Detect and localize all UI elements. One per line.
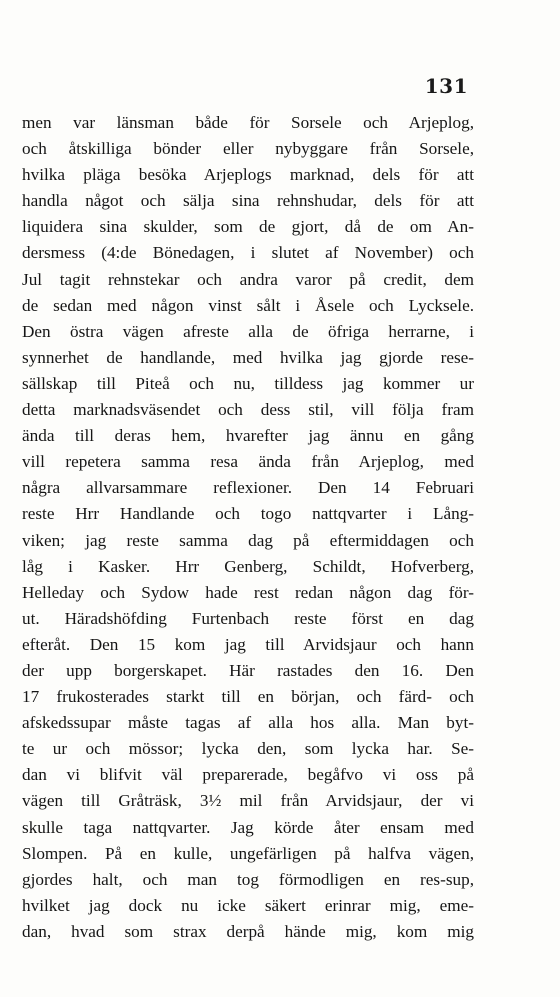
text-line: reste Hrr Handlande och togo nattqvarter i Lång- (22, 504, 474, 524)
text-line: efteråt. Den 15 kom jag till Arvidsjaur och hann (22, 634, 474, 654)
text-line: och åtskilliga bönder eller nybyggare från Sorsele, (22, 139, 474, 159)
text-line: dersmess (4:de Bönedagen, i slutet af November) och (22, 243, 474, 263)
text-line: men var länsman både för Sorsele och Arjeplog, (22, 113, 474, 132)
text-line: ända till deras hem, hvarefter jag ännu en gång (22, 426, 474, 446)
text-line: Slompen. På en kulle, ungefärligen på halfva vägen, (22, 843, 474, 863)
text-line: viken; jag reste samma dag på eftermiddagen och (22, 530, 474, 550)
text-line: sällskap till Piteå och nu, tilldess jag kommer ur (22, 373, 474, 393)
text-line: skulle taga nattqvarter. Jag körde åter ensam med (22, 817, 474, 837)
text-line: 17 frukosterades starkt till en början, och färd- och (22, 687, 474, 707)
text-line: liquidera sina skulder, som de gjort, då de om An- (22, 217, 474, 237)
text-line: Jul tagit rehnstekar och andra varor på credit, dem (22, 269, 474, 289)
text-line: Den östra vägen afreste alla de öfriga herrarne, i (22, 321, 474, 341)
text-line: detta marknadsväsendet och dess stil, vill följa fram (22, 400, 474, 420)
text-line: vill repetera samma resa ända från Arjeplog, med (22, 452, 474, 472)
body-text (22, 110, 474, 945)
page-number: 131 (424, 74, 468, 98)
text-line: låg i Kasker. Hrr Genberg, Schildt, Hofverberg, (22, 556, 474, 576)
text-line: ut. Häradshöfding Furtenbach reste först en dag (22, 608, 474, 628)
text-line: synnerhet de handlande, med hvilka jag gjorde rese- (22, 347, 474, 367)
text-line: Helleday och Sydow hade rest redan någon dag för- (22, 582, 474, 602)
text-line: afskedssupar måste tagas af alla hos alla. Man byt- (22, 713, 474, 733)
text-line: de sedan med någon vinst sålt i Åsele och Lycksele. (22, 295, 474, 315)
text-line: gjordes halt, och man tog förmodligen en res-sup, (22, 869, 474, 889)
text-line: der upp borgerskapet. Här rastades den 16. Den (22, 660, 474, 680)
text-line: handla något och sälja sina rehnshudar, dels för att (22, 191, 474, 211)
text-line: några allvarsammare reflexioner. Den 14 Februari (22, 478, 474, 498)
text-line: hvilket jag dock nu icke säkert erinrar mig, eme- (22, 895, 474, 915)
text-line: vägen till Gråträsk, 3½ mil från Arvidsjaur, der vi (22, 791, 474, 811)
text-line: dan vi blifvit väl preparerade, begåfvo vi oss på (22, 765, 474, 785)
text-line: te ur och mössor; lycka den, som lycka har. Se- (22, 739, 474, 759)
text-line: hvilka pläga besöka Arjeplogs marknad, dels för att (22, 165, 474, 185)
text-line: dan, hvad som strax derpå hände mig, kom mig (22, 921, 474, 941)
